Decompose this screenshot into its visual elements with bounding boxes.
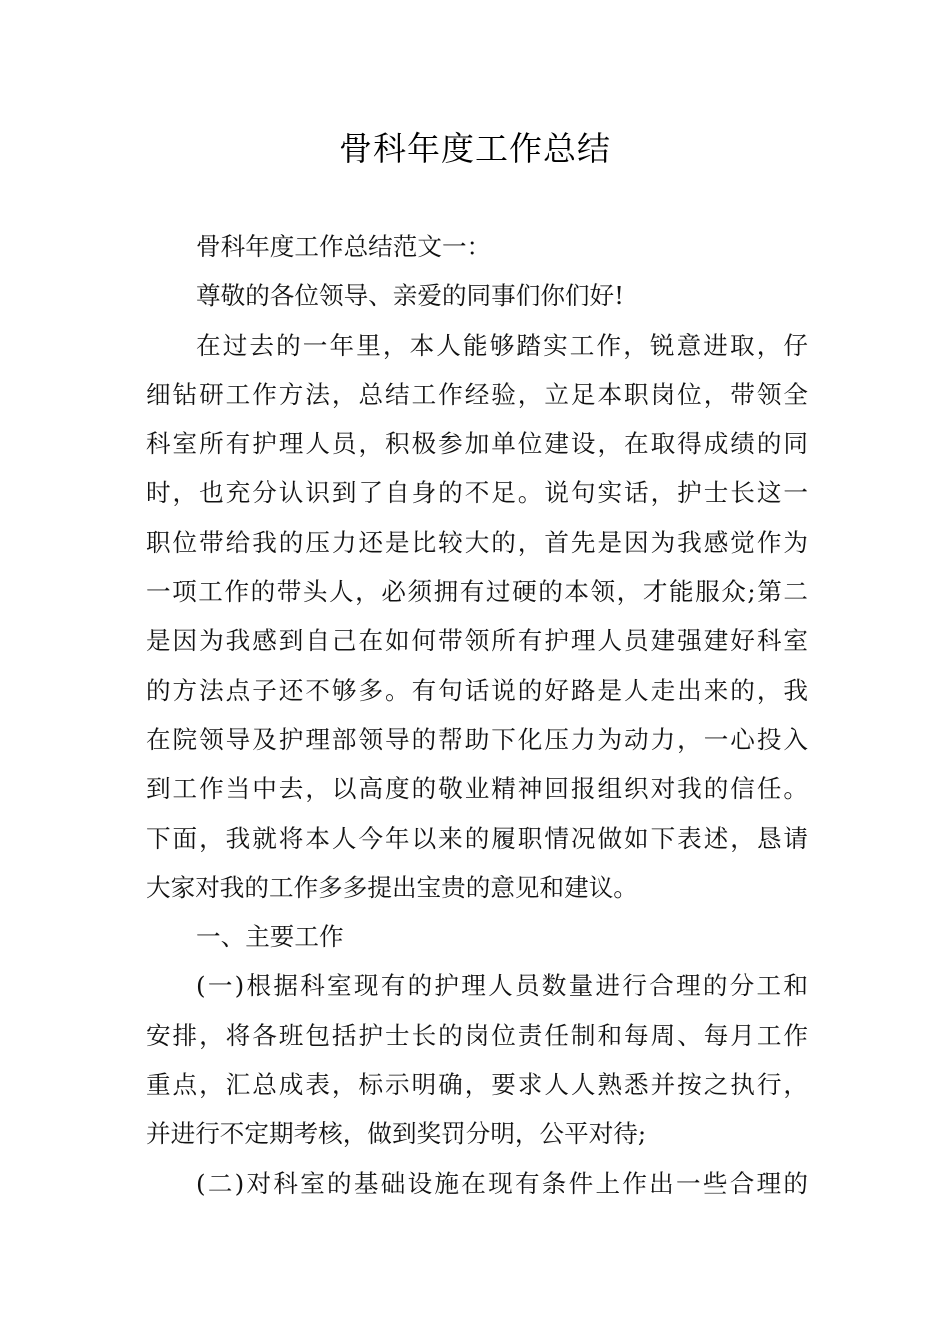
text-line: 到工作当中去，以高度的敬业精神回报组织对我的信任。 <box>146 774 808 804</box>
text-line: 重点，汇总成表，标示明确，要求人人熟悉并按之执行， <box>146 1070 808 1100</box>
text-line: 安排，将各班包括护士长的岗位责任制和每周、每月工作 <box>146 1020 808 1050</box>
text-line: 职位带给我的压力还是比较大的，首先是因为我感觉作为 <box>146 527 808 557</box>
text-line: 科室所有护理人员，积极参加单位建设，在取得成绩的同 <box>146 429 808 459</box>
text-line: 在院领导及护理部领导的帮助下化压力为动力，一心投入 <box>146 724 808 754</box>
text-line: (一)根据科室现有的护理人员数量进行合理的分工和 <box>196 971 808 1001</box>
document-title: 骨科年度工作总结 <box>339 129 611 168</box>
document-body <box>146 222 808 1208</box>
text-line: 尊敬的各位领导、亲爱的同事们你们好! <box>196 281 624 311</box>
text-line: (二)对科室的基础设施在现有条件上作出一些合理的 <box>196 1168 808 1198</box>
text-line: 一项工作的带头人，必须拥有过硬的本领，才能服众;第二 <box>146 577 808 607</box>
text-line: 并进行不定期考核，做到奖罚分明，公平对待; <box>146 1119 647 1149</box>
text-line: 时，也充分认识到了自身的不足。说句实话，护士长这一 <box>146 478 808 508</box>
text-line: 大家对我的工作多多提出宝贵的意见和建议。 <box>146 872 638 902</box>
text-line: 骨科年度工作总结范文一： <box>196 232 492 261</box>
text-line: 的方法点子还不够多。有句话说的好路是人走出来的，我 <box>146 675 808 705</box>
text-line: 是因为我感到自己在如何带领所有护理人员建强建好科室 <box>146 626 808 656</box>
text-line: 下面，我就将本人今年以来的履职情况做如下表述，恳请 <box>146 823 808 853</box>
text-line: 细钻研工作方法，总结工作经验，立足本职岗位，带领全 <box>146 379 808 409</box>
text-line: 在过去的一年里，本人能够踏实工作，锐意进取，仔 <box>196 330 808 360</box>
section-heading: 一、主要工作 <box>196 922 344 952</box>
